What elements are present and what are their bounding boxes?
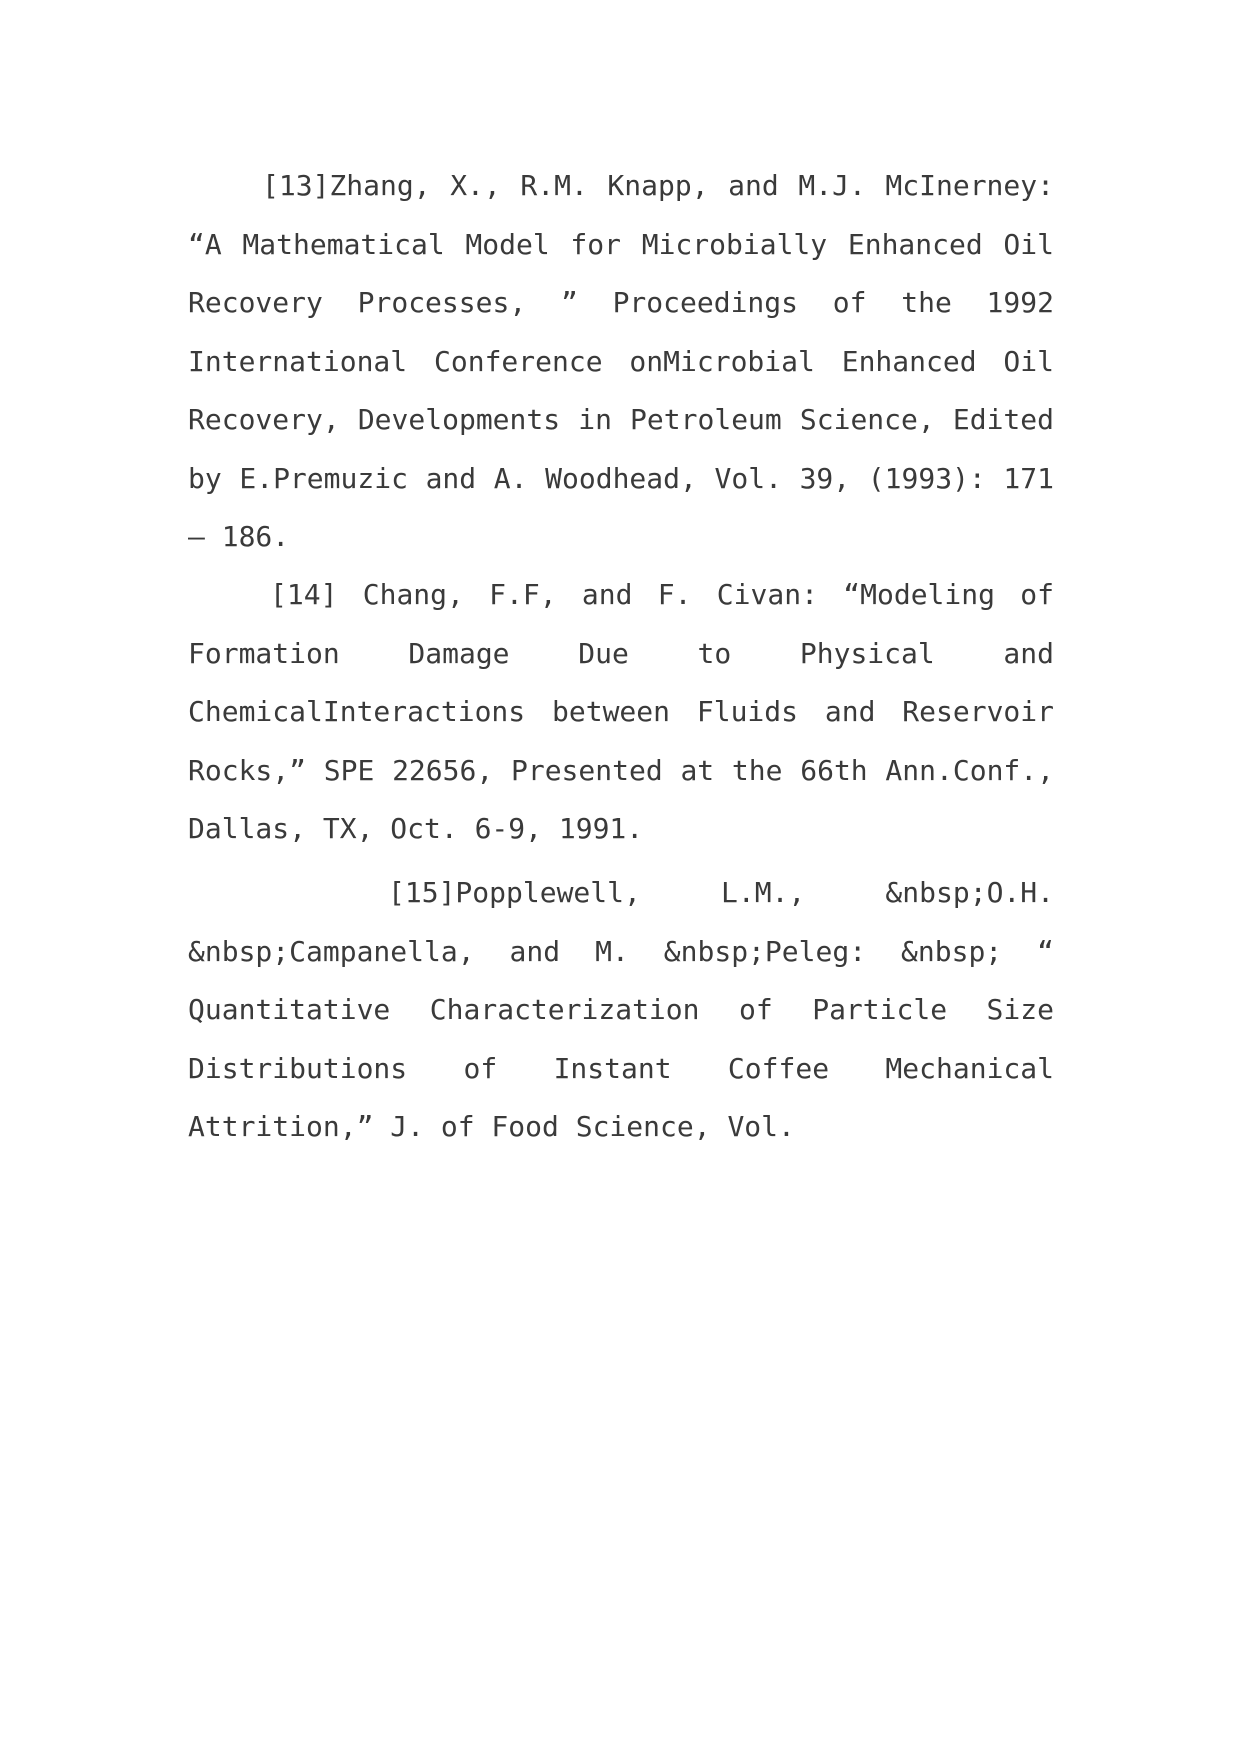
reference-13: [13]Zhang, X., R.M. Knapp, and M.J. McInerney: “A Mathematical Model for Microbially Enhanced Oil Recovery Processes, ” Proceedings of the 1992 International Conference onMicrobial Enhanced Oil Recovery, Developments in Petroleum Science, Edited by E.Premuzic and A. Woodhead, Vol. 39, (1993): 171 — 186. xyxy=(188,169,1054,553)
reference-15: [15]Popplewell, L.M., &nbsp;O.H. &nbsp;Campanella, and M. &nbsp;Peleg: &nbsp; “ Quantitative Characterization of Particle Size Distributions of Instant Coffee Mechanical Attrition,” J. of Food Science, Vol. xyxy=(188,876,1054,1143)
reference-14: [14] Chang, F.F, and F. Civan: “Modeling of Formation Damage Due to Physical and ChemicalInteractions between Fluids and Reservoir Rocks,” SPE 22656, Presented at the 66th Ann.Conf., Dallas, TX, Oct. 6-9, 1991. xyxy=(188,578,1054,845)
